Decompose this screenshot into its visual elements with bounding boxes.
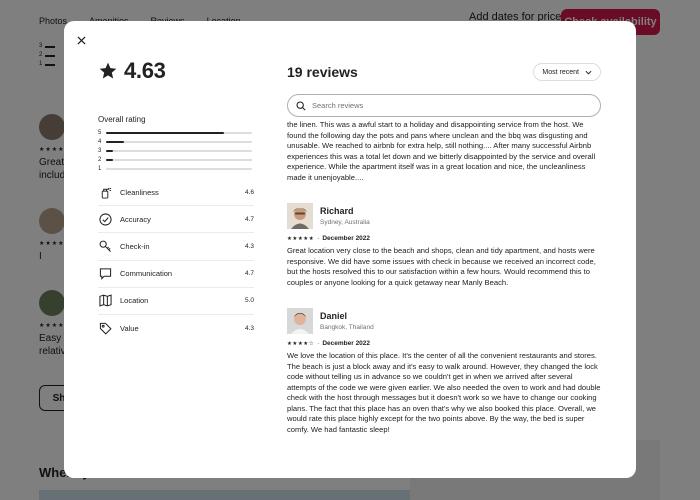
search-icon — [296, 101, 306, 111]
overall-rating-value: 4.63 — [124, 58, 166, 83]
sort-dropdown[interactable] — [533, 63, 601, 81]
spray-icon — [98, 185, 112, 199]
search-reviews-input[interactable] — [312, 101, 572, 110]
histogram-row: 3 — [98, 147, 254, 156]
review-item: Daniel Bangkok, Thailand ★★★★☆ · December 2022 We love the location of this place. It's the center of all the convenient restaurants and stores. The beach is just a block away and it's easy to walk around. However, they changed the lock code without telling us in advance so we couldn't get in when we arrived after several attempts of the code we were given earlier. We also needed the oven to work and had double check with the host through messages but it doesn't work so we have to change our cooking plans. The fact that this place has an oven that's why we also booked this place. Overall, we would rate this place highly except for the two points above. By the way, the bed is super comfy. We had fantastic sleep! — [287, 308, 601, 435]
reviews-modal — [64, 21, 636, 478]
avatar[interactable] — [287, 308, 313, 334]
close-icon — [77, 36, 86, 45]
reviews-count-title: 19 reviews — [287, 64, 358, 80]
histogram-bar — [106, 159, 113, 161]
review-text: We love the location of this place. It's the center of all the convenient restaurants and stores. The beach is just a block away and it's easy to walk around. However, they changed the lock code without telling us in advance so we couldn't get in when we arrived after several attempts of the code we were given earlier. We also needed the oven to work and had double check with the host through messages but it doesn't work so we have to change our cooking plans. The fact that this place has an oven that's why we also booked this place. Overall, we would rate this place highly except for the two points above. By the way, the bed is super comfy. We had fantastic sleep! — [287, 351, 601, 434]
star-icon — [98, 61, 118, 81]
histogram-row: 5 — [98, 129, 254, 138]
avatar[interactable] — [287, 203, 313, 229]
tag-icon — [98, 322, 112, 336]
category-check-in: Check-in 4.3 — [98, 233, 254, 260]
histogram-bar — [106, 132, 224, 134]
histogram-bar — [106, 141, 124, 143]
category-communication: Communication 4.7 — [98, 261, 254, 288]
review-text: Great location very close to the beach and shops, clean and tidy apartment, and hosts were responsive. We did have some issues with check in because we received an incorrect code, but the hosts resolved this to our satisfaction within a few hours. Would recommend this to couples or anyone looking for a quick getaway near Manly Beach. — [287, 246, 596, 287]
histogram-row: 1 — [98, 164, 254, 173]
search-reviews-box[interactable] — [287, 94, 601, 117]
chevron-down-icon — [585, 70, 592, 75]
map-icon — [98, 294, 112, 308]
category-cleanliness: Cleanliness 4.6 — [98, 179, 254, 206]
reviews-panel — [287, 58, 601, 478]
overall-rating-label: Overall rating — [98, 115, 146, 124]
rating-summary — [98, 58, 254, 342]
review-date: December 2022 — [322, 235, 371, 242]
review-stars: ★★★★★ — [287, 235, 315, 242]
reviewer-name: Daniel — [320, 311, 348, 321]
review-stars: ★★★★☆ — [287, 340, 315, 347]
review-item: Richard Sydney, Australia ★★★★★ · December 2022 Great location very close to the beach and shops, clean and tidy apartment, and hosts were responsive. We did have some issues with check in because we received an incorrect code, but the hosts resolved this to our satisfaction within a few hours. Would recommend this to couples or anyone looking for a quick getaway near Manly Beach. — [287, 203, 601, 288]
rating-histogram — [98, 129, 254, 173]
reviewer-name: Richard — [320, 206, 354, 216]
chat-bubble-icon — [98, 267, 112, 281]
histogram-row: 2 — [98, 155, 254, 164]
review-text: the linen. This was a awful start to a holiday and disappointing service from the host. We found the following day the pots and pans where unclean and the bbq was disgusting and unusable. We reached to airbnb for extra help, still nothing.... After many successful Airbnb experiences this was a total let down and we bitterly disappointed by the service and overall experience. While the apartment itself was in a great location and nice, the uncleanliness made it unenjoyable.... — [287, 120, 596, 182]
sort-label: Most recent — [542, 68, 579, 76]
category-location: Location 5.0 — [98, 288, 254, 315]
check-circle-icon — [98, 212, 112, 226]
category-accuracy: Accuracy 4.7 — [98, 206, 254, 233]
reviews-list[interactable] — [287, 120, 601, 478]
reviewer-location: Sydney, Australia — [320, 219, 370, 226]
histogram-row: 4 — [98, 138, 254, 147]
review-date: December 2022 — [322, 340, 371, 347]
category-value: Value 4.3 — [98, 315, 254, 342]
histogram-bar — [106, 150, 113, 152]
reviewer-location: Bangkok, Thailand — [320, 324, 374, 331]
close-button[interactable] — [74, 33, 88, 47]
key-icon — [98, 239, 112, 253]
category-ratings — [98, 179, 254, 342]
